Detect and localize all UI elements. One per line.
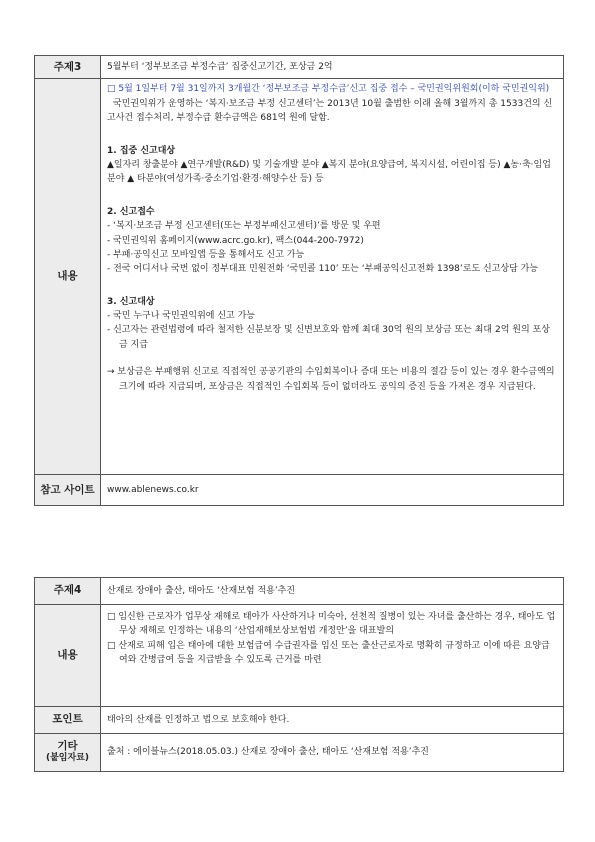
- topic3-sec2-item: - 부패·공익신고 모바일앱 등을 통해서도 신고 가능: [107, 249, 305, 260]
- topic3-sec1-text: ▲일자리 창출분야 ▲연구개발(R&D) 및 기술개발 분야 ▲복지 분야(요양급여, 복지시설, 어린이집 등) ▲농·축·임업분야 ▲ 타분야(여성가족·중소기업·환경·해양수산 등) 등: [107, 159, 551, 185]
- topic3-sec2-item: - 국민권익위 홈페이지(www.acrc.go.kr), 팩스(044-200-7972): [107, 235, 364, 246]
- topic4-title: 산재로 장애아 출산, 태아도 ‘산재보험 적용’추진: [101, 578, 564, 605]
- topic3-content: [101, 79, 564, 475]
- topic4-etc-label-main: 기타: [57, 740, 78, 753]
- topic3-table: [34, 55, 564, 506]
- topic3-sec3-item: - 신고자는 관련법령에 따라 철저한 신분보장 및 신변보호와 함께 최대 30억 원의 보상금 또는 최대 2억 원의 포상금 지급: [107, 325, 550, 350]
- topic4-point: 태아의 산재를 인정하고 법으로 보호해야 한다.: [101, 707, 564, 734]
- topic4-point-label: 포인트: [35, 707, 101, 734]
- topic4-etc-label-sub: (붙임자료): [45, 753, 89, 764]
- topic3-ref-url: www.ablenews.co.kr: [101, 475, 564, 506]
- topic4-content: [101, 605, 564, 707]
- topic3-sec3-title: 3. 신고대상: [107, 296, 155, 307]
- topic3-intro: 국민권익위가 운영하는 ‘복지·보조금 부정 신고센터’는 2013년 10월 출범한 이래 올해 3월까지 총 1533건의 신고사건 접수처리, 부정수급 환수금액은 681억 원에 달함.: [107, 98, 553, 124]
- topic3-sec2-item: - 전국 어디서나 국번 없이 정부대표 민원전화 ‘국민콜 110’ 또는 ‘부패공익신고전화 1398’로도 신고상담 가능: [107, 264, 539, 275]
- topic4-content-label: 내용: [35, 605, 101, 707]
- topic3-intro-blue: □ 5월 1일부터 7월 31일까지 3개월간 ‘정부보조금 부정수급’신고 집중 접수 – 국민권익위원회(이하 국민권익위): [107, 84, 550, 95]
- topic4-table: [34, 577, 564, 772]
- topic4-source: 출처 : 에이블뉴스(2018.05.03.) 산재로 장애아 출산, 태아도 ‘산재보험 적용’추진: [101, 734, 564, 772]
- topic3-content-label: 내용: [35, 79, 101, 475]
- topic4-etc-label: [35, 734, 101, 772]
- topic4-item: □ 임신한 근로자가 업무상 재해로 태아가 사산하거나 미숙아, 선천적 질병이 있는 자녀를 출산하는 경우, 태아도 업무상 재해로 인정하는 내용의 ‘산업재해보상보험법 개정안’을 대표발의: [107, 612, 556, 637]
- topic3-sec2-item: - ‘복지·보조금 부정 신고센터(또는 부정부패신고센터)’를 방문 및 우편: [107, 221, 381, 232]
- topic4-item: □ 산재로 피해 입은 태아에 대한 보험급여 수급권자를 임신 또는 출산근로자로 명확히 규정하고 이에 따른 요양급여와 간병급여 등을 지급받을 수 있도록 근거를 마련: [107, 640, 550, 666]
- topic3-note: → 보상금은 부패행위 신고로 직접적인 공공기관의 수입회복이나 증대 또는 비용의 절감 등이 있는 경우 환수금액의 크기에 따라 지급되며, 포상금은 직접적인 수입회복 등이 없더라도 공익의 증진 등을 가져온 경우 지급된다.: [107, 367, 555, 392]
- topic3-label: 주제3: [35, 56, 101, 79]
- topic3-ref-label: 참고 사이트: [35, 475, 101, 506]
- topic3-title: 5월부터 ‘정부보조금 부정수급’ 집중신고기간, 포상금 2억: [101, 56, 564, 79]
- topic4-label: 주제4: [35, 578, 101, 605]
- topic3-sec2-title: 2. 신고접수: [107, 206, 155, 217]
- topic3-sec1-title: 1. 집중 신고대상: [107, 145, 176, 156]
- topic3-sec3-item: - 국민 누구나 국민권익위에 신고 가능: [107, 311, 255, 322]
